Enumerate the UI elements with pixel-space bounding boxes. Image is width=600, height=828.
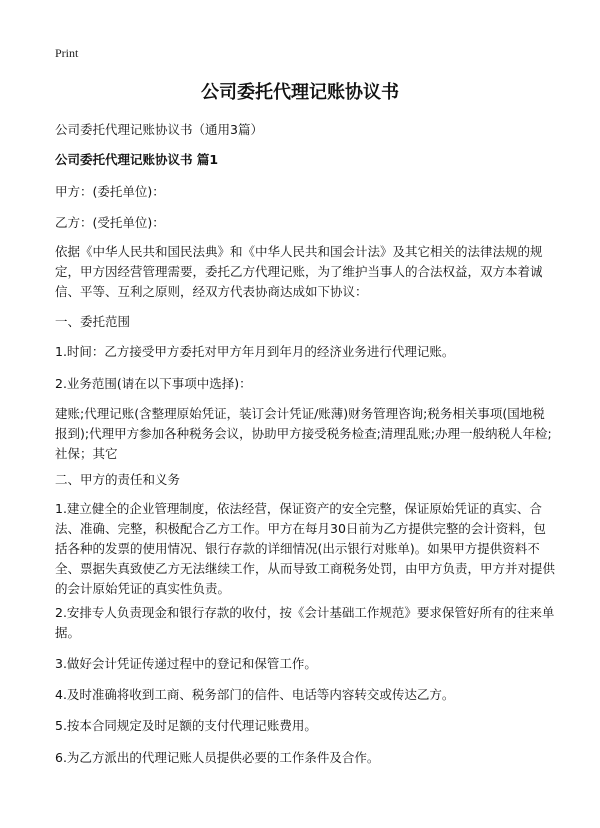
section-heading-party-a-duties: 二、甲方的责任和义务 (55, 472, 181, 487)
intro-paragraph: 依据《中华人民共和国民法典》和《中华人民共和国会计法》及其它相关的法律法规的规定，甲方因经营管理需要，委托乙方代理记账，为了维护当事人的合法权益，双方本着诚信、平等、互利之原则，经双方代表协商达成如下协议： (55, 244, 543, 299)
duty-item-3: 3.做好会计凭证传递过程中的登记和保管工作。 (55, 656, 317, 671)
chapter-heading: 公司委托代理记账协议书 篇1 (55, 152, 219, 167)
scope-item-range: 2.业务范围(请在以下事项中选择)： (55, 376, 252, 391)
section-heading-scope: 一、委托范围 (55, 314, 131, 329)
party-b-line: 乙方：(受托单位)： (55, 215, 165, 230)
scope-options-paragraph: 建账;代理记账(含整理原始凭证，装订会计凭证/账薄)财务管理咨询;税务相关事项(国地税报到);代理甲方参加各种税务会议，协助甲方接受税务检查;清理乱账;办理一般纳税人年检;社保；其它 (55, 406, 552, 461)
scope-item-time: 1.时间：乙方接受甲方委托对甲方年月到年月的经济业务进行代理记账。 (55, 344, 455, 359)
duty-item-4: 4.及时准确将收到工商、税务部门的信件、电话等内容转交或传达乙方。 (55, 687, 455, 702)
party-a-line: 甲方：(委托单位)： (55, 184, 165, 199)
duty-item-6: 6.为乙方派出的代理记账人员提供必要的工作条件及合作。 (55, 750, 380, 765)
duty-item-1: 1.建立健全的企业管理制度，依法经营，保证资产的安全完整，保证原始凭证的真实、合法、准确、完整，积极配合乙方工作。甲方在每月30日前为乙方提供完整的会计资料，包括各种的发票的使用情况、银行存款的详细情况(出示银行对账单)。如果甲方提供资料不全、票据失真致使乙方无法继续工作，从而导致工商税务处罚，由甲方负责，甲方并对提供的会计原始凭证的真实性负责。 (55, 501, 556, 596)
page-title: 公司委托代理记账协议书 (201, 82, 399, 103)
document-subtitle: 公司委托代理记账协议书（通用3篇） (55, 122, 263, 137)
print-link[interactable]: Print (55, 46, 79, 60)
duty-item-2: 2.安排专人负责现金和银行存款的收付，按《会计基础工作规范》要求保管好所有的往来单据。 (55, 605, 555, 640)
duty-item-5: 5.按本合同规定及时足额的支付代理记账费用。 (55, 718, 317, 733)
